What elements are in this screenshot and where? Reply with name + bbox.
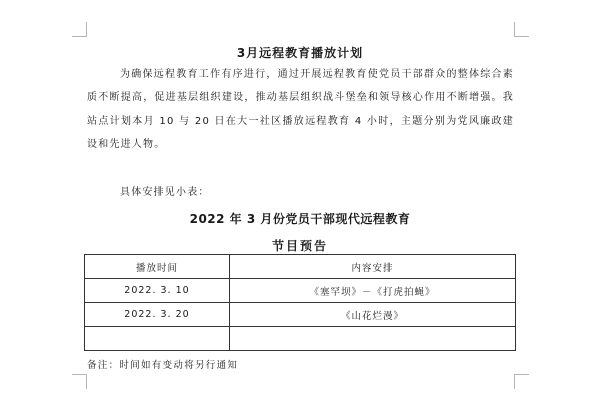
header-broadcast-time: 播放时间	[85, 255, 230, 279]
margin-mark-bottom-left	[72, 374, 87, 389]
cell-content: 《山花烂漫》	[230, 303, 516, 327]
margin-mark-bottom-right	[514, 374, 529, 389]
cell-time: 2022. 3. 20	[85, 303, 230, 327]
program-preview-heading: 节目预告	[271, 239, 328, 253]
footnote: 备注：时间如有变动将另行通知	[87, 360, 239, 371]
cell-time	[85, 327, 230, 351]
table-row	[85, 303, 516, 327]
header-content: 内容安排	[230, 255, 516, 279]
program-subtitle: 2022 年 3 月份党员干部现代远程教育	[189, 212, 411, 226]
schedule-table	[84, 254, 516, 351]
table-row	[85, 279, 516, 303]
cell-time: 2022. 3. 10	[85, 279, 230, 303]
table-header-row	[85, 255, 516, 279]
body-paragraph: 为确保远程教育工作有序进行，通过开展远程教育使党员干部群众的整体综合素质不断提高，促进基层组织建设，推动基层组织战斗堡垒和领导核心作用不断增强。我站点计划本月 10 与 20 日在大一社区播放远程教育 4 小时，主题分别为党风廉政建设和先进人物。	[87, 69, 514, 151]
cell-content: 《塞罕坝》－《打虎拍蝇》	[230, 279, 516, 303]
margin-mark-top-right	[514, 22, 529, 37]
document-title: 3月远程教育播放计划	[236, 46, 364, 60]
arrangement-line: 具体安排见小表：	[120, 187, 210, 198]
cell-content	[230, 327, 516, 351]
table-row	[85, 327, 516, 351]
margin-mark-top-left	[72, 22, 87, 37]
